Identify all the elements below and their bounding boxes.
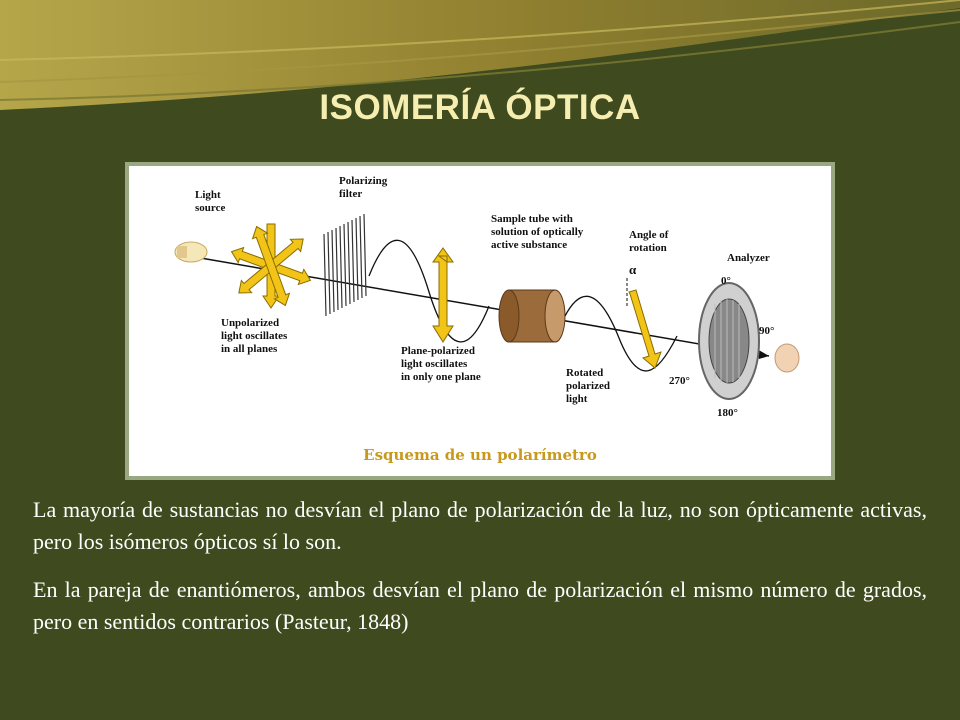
label-unpolarized-2: light oscillates [221,330,288,342]
label-polarizing-filter-1: Polarizing [339,175,388,187]
analyzer-icon [699,283,759,399]
paragraph-optical-activity: La mayoría de sustancias no desvían el plano de polarización de la luz, no son ópticamente activas, pero los isómeros ópticos sí lo son. [33,497,927,554]
label-analyzer: Analyzer [727,252,770,264]
unpolarized-arrows-icon [229,224,313,308]
rotated-wave [565,296,677,371]
label-sample-tube-1: Sample tube with [491,213,573,225]
slide-title: ISOMERÍA ÓPTICA [319,88,641,127]
sample-tube-icon [499,290,565,342]
label-sample-tube-3: active substance [491,239,568,251]
plane-polarized-wave [369,240,489,342]
plane-polarized-arrow-icon [433,248,453,342]
label-light-source-1: Light [195,189,221,201]
label-deg-0: 0° [721,275,731,287]
label-rotated-1: Rotated [566,367,604,379]
label-angle-rotation-2: rotation [629,242,667,254]
label-angle-rotation-1: Angle of [629,229,669,241]
label-polarizing-filter-2: filter [339,188,363,200]
eye-icon [775,344,799,372]
label-plane-polarized-2: light oscillates [401,358,468,370]
polarimeter-diagram [129,166,831,476]
label-deg-90: 90° [759,325,775,337]
label-unpolarized-1: Unpolarized [221,317,280,329]
label-unpolarized-3: in all planes [221,343,278,355]
figure-caption: Esquema de un polarímetro [363,446,597,464]
label-rotated-2: polarized [566,380,610,392]
label-light-source-2: source [195,202,226,214]
polarizing-filter-icon [324,214,366,316]
light-bulb-icon [175,242,207,262]
label-alpha: α [629,262,637,277]
polarimeter-figure [125,162,835,480]
label-rotated-3: light [566,393,588,405]
rotated-arrow-icon [629,290,661,368]
label-sample-tube-2: solution of optically [491,226,584,238]
label-deg-180: 180° [717,407,738,419]
label-plane-polarized-1: Plane-polarized [401,345,475,357]
label-deg-270: 270° [669,375,690,387]
paragraph-enantiomers: En la pareja de enantiómeros, ambos desvían el plano de polarización el mismo número de grados, pero en sentidos contrarios (Pasteur, 1848) [33,577,927,634]
label-plane-polarized-3: in only one plane [401,371,481,383]
